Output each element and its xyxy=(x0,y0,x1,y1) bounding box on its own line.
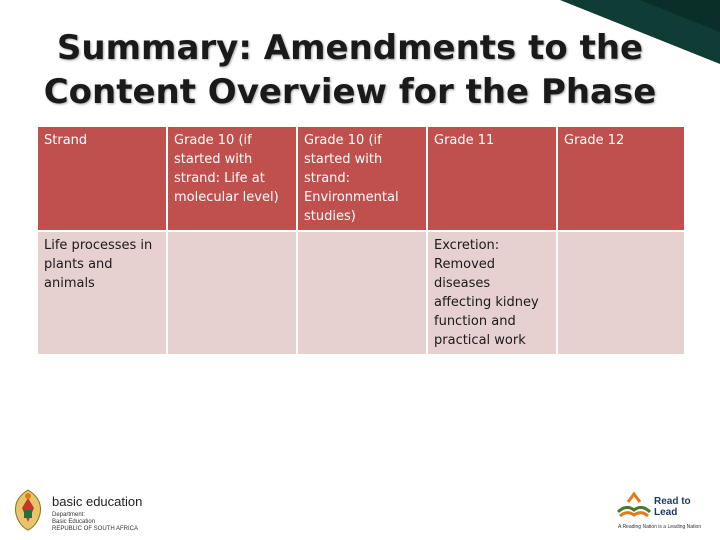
row-cell-grade10-environmental xyxy=(297,231,427,355)
row-cell-grade12 xyxy=(557,231,685,355)
open-book-icon xyxy=(614,490,654,522)
header-cell-grade12: Grade 12 xyxy=(557,126,685,231)
content-table xyxy=(36,125,686,356)
table-header-row xyxy=(37,126,685,231)
header-cell-grade11: Grade 11 xyxy=(427,126,557,231)
header-cell-grade10-environmental: Grade 10 (if started with strand: Environmental studies) xyxy=(297,126,427,231)
read-to-lead-logo xyxy=(614,490,714,536)
header-cell-strand: Strand xyxy=(37,126,167,231)
table-row xyxy=(37,231,685,355)
row-cell-grade10-molecular xyxy=(167,231,297,355)
header-cell-grade10-molecular: Grade 10 (if started with strand: Life at molecular level) xyxy=(167,126,297,231)
department-name: basic education xyxy=(52,494,143,509)
brand-tagline: A Reading Nation is a Leading Nation xyxy=(618,524,702,530)
coat-of-arms-icon xyxy=(10,488,46,532)
department-sub-1: Department: xyxy=(52,512,86,518)
brand-name: Read to Lead xyxy=(654,496,691,518)
department-sub-2: Basic Education xyxy=(52,519,96,525)
slide-title: Summary: Amendments to the Content Overview for the Phase xyxy=(43,28,657,112)
department-sub-3: REPUBLIC OF SOUTH AFRICA xyxy=(52,526,139,532)
department-logo xyxy=(10,488,160,534)
row-cell-grade11: Excretion: Removed diseases affecting kidney function and practical work xyxy=(427,231,557,355)
department-subtitle xyxy=(52,512,138,533)
row-cell-strand: Life processes in plants and animals xyxy=(37,231,167,355)
